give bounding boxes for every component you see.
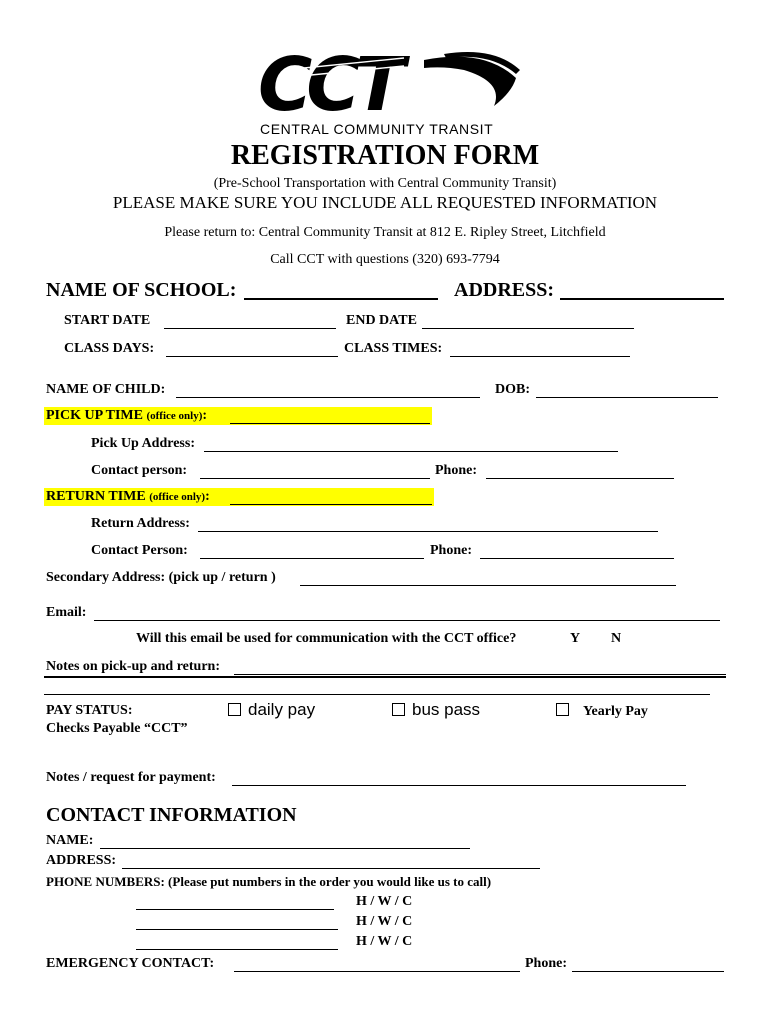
start-date-field[interactable] [164, 328, 336, 329]
email-no-option[interactable]: N [611, 631, 622, 646]
pickup-notes-label: Notes on pick-up and return: [46, 659, 220, 674]
return-time-field[interactable] [230, 504, 432, 505]
payment-notes-field[interactable] [232, 785, 686, 786]
bus-pass-label: bus pass [412, 700, 481, 719]
pickup-contact-field[interactable] [200, 478, 430, 479]
pickup-colon: : [202, 408, 208, 423]
secondary-address-field[interactable] [300, 585, 676, 586]
phone-type-3: H / W / C [356, 934, 413, 949]
office-only-note: (office only) [146, 410, 203, 422]
pickup-contact-label: Contact person: [91, 463, 188, 478]
email-label: Email: [46, 605, 87, 620]
office-only-note: (office only) [149, 491, 206, 503]
return-phone-field[interactable] [480, 558, 674, 559]
daily-pay-checkbox[interactable] [228, 703, 241, 716]
form-title: REGISTRATION FORM [230, 140, 540, 171]
phone-number-field-1[interactable] [136, 909, 334, 910]
logo-text: CCT [258, 48, 400, 120]
class-days-label: CLASS DAYS: [64, 341, 155, 356]
return-time-label-text: RETURN TIME [46, 489, 146, 504]
contact-name-field[interactable] [100, 848, 470, 849]
daily-pay-option[interactable] [228, 700, 315, 720]
secondary-address-label: Secondary Address: (pick up / return ) [46, 570, 276, 585]
contact-heading: CONTACT INFORMATION [46, 804, 297, 826]
bus-pass-checkbox[interactable] [392, 703, 405, 716]
email-yes-option[interactable]: Y [570, 631, 581, 646]
contact-address-label: ADDRESS: [46, 853, 117, 868]
pickup-notes-field-2[interactable] [44, 694, 710, 695]
phone-number-field-2[interactable] [136, 929, 338, 930]
emergency-contact-field[interactable] [234, 971, 520, 972]
return-contact-field[interactable] [200, 558, 424, 559]
return-address-field[interactable] [198, 531, 658, 532]
cct-logo [254, 48, 522, 138]
return-address-label: Return Address: [91, 516, 190, 531]
email-field[interactable] [94, 620, 720, 621]
yearly-pay-checkbox[interactable] [556, 703, 569, 716]
end-date-field[interactable] [422, 328, 634, 329]
pickup-phone-label: Phone: [435, 463, 477, 478]
start-date-label: START DATE [64, 313, 151, 328]
dob-field[interactable] [536, 397, 718, 398]
pickup-time-label-text: PICK UP TIME [46, 408, 143, 423]
phone-numbers-label: PHONE NUMBERS: (Please put numbers in the order you would like us to call) [46, 874, 492, 889]
contact-address-field[interactable] [122, 868, 540, 869]
school-name-field[interactable] [244, 298, 438, 300]
logo-subtitle: CENTRAL COMMUNITY TRANSIT [260, 121, 494, 137]
call-text: Call CCT with questions (320) 693-7794 [270, 252, 500, 267]
contact-name-label: NAME: [46, 833, 94, 848]
pickup-notes-field[interactable] [234, 674, 726, 675]
form-subtitle: (Pre-School Transportation with Central Community Transit) [213, 176, 557, 191]
child-name-field[interactable] [176, 397, 480, 398]
return-colon: : [205, 489, 210, 504]
class-times-label: CLASS TIMES: [344, 341, 443, 356]
return-time-label [46, 489, 210, 505]
class-days-field[interactable] [166, 356, 338, 357]
return-to-text: Please return to: Central Community Transit at 812 E. Ripley Street, Litchfield [164, 225, 606, 240]
phone-number-field-3[interactable] [136, 949, 338, 950]
yearly-pay-option[interactable] [556, 703, 648, 720]
checks-payable-label: Checks Payable “CCT” [46, 721, 188, 736]
child-name-label: NAME OF CHILD: [46, 382, 166, 397]
pickup-address-field[interactable] [204, 451, 618, 452]
emergency-phone-field[interactable] [572, 971, 724, 972]
phone-type-1: H / W / C [356, 894, 413, 909]
section-divider [44, 676, 726, 678]
yearly-pay-label: Yearly Pay [583, 704, 648, 719]
payment-notes-label: Notes / request for payment: [46, 770, 216, 785]
emergency-contact-label: EMERGENCY CONTACT: [46, 956, 215, 971]
end-date-label: END DATE [346, 313, 417, 328]
pickup-phone-field[interactable] [486, 478, 674, 479]
pickup-time-label [46, 408, 207, 424]
bus-pass-option[interactable] [392, 700, 480, 720]
pickup-address-label: Pick Up Address: [91, 436, 195, 451]
class-times-field[interactable] [450, 356, 630, 357]
school-name-label: NAME OF SCHOOL: [46, 279, 237, 301]
cct-logo-graphic [254, 48, 522, 120]
emergency-phone-label: Phone: [525, 956, 567, 971]
notice-text: PLEASE MAKE SURE YOU INCLUDE ALL REQUESTED INFORMATION [112, 193, 658, 212]
return-contact-label: Contact Person: [91, 543, 188, 558]
return-phone-label: Phone: [430, 543, 472, 558]
school-address-field[interactable] [560, 298, 724, 300]
school-address-label: ADDRESS: [454, 279, 555, 301]
email-question: Will this email be used for communication with the CCT office? [136, 631, 517, 646]
dob-label: DOB: [495, 382, 530, 397]
phone-type-2: H / W / C [356, 914, 413, 929]
pickup-time-field[interactable] [230, 423, 430, 424]
pay-status-label: PAY STATUS: [46, 703, 133, 718]
daily-pay-label: daily pay [248, 700, 316, 719]
